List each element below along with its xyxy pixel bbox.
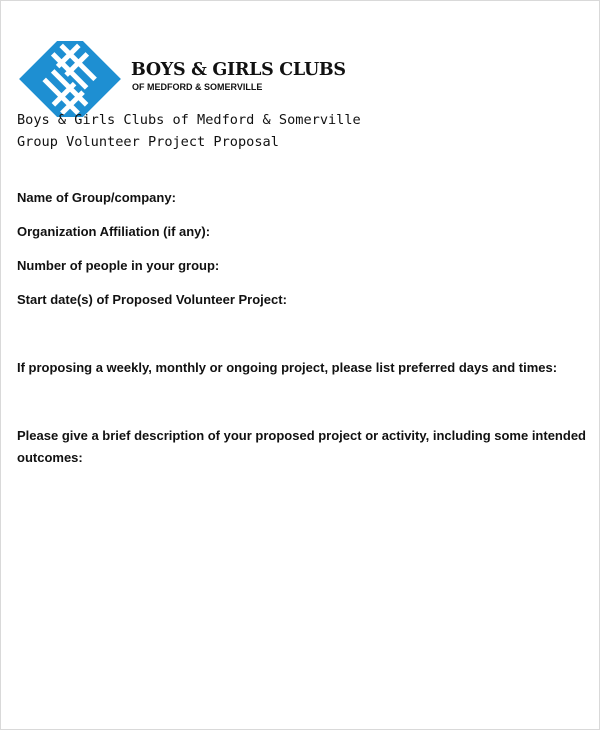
field-people-count-label: Number of people in your group: [17, 258, 220, 273]
logo-name: BOYS & GIRLS CLUBS [131, 60, 346, 80]
organization-logo [15, 41, 346, 117]
organization-title: Boys & Girls Clubs of Medford & Somerville [17, 112, 361, 128]
field-affiliation-label: Organization Affiliation (if any): [17, 224, 211, 239]
document-title: Group Volunteer Project Proposal [17, 134, 279, 150]
clubs-logo-icon [15, 41, 125, 117]
field-group-name-label: Name of Group/company: [17, 190, 176, 205]
logo-subtitle: OF MEDFORD & SOMERVILLE [132, 82, 263, 92]
field-start-dates-label: Start date(s) of Proposed Volunteer Project: [17, 292, 287, 307]
field-description-label: Please give a brief description of your proposed project or activity, including some intended outcomes: [17, 428, 586, 465]
field-schedule-label: If proposing a weekly, monthly or ongoing project, please list preferred days and times: [17, 360, 558, 375]
